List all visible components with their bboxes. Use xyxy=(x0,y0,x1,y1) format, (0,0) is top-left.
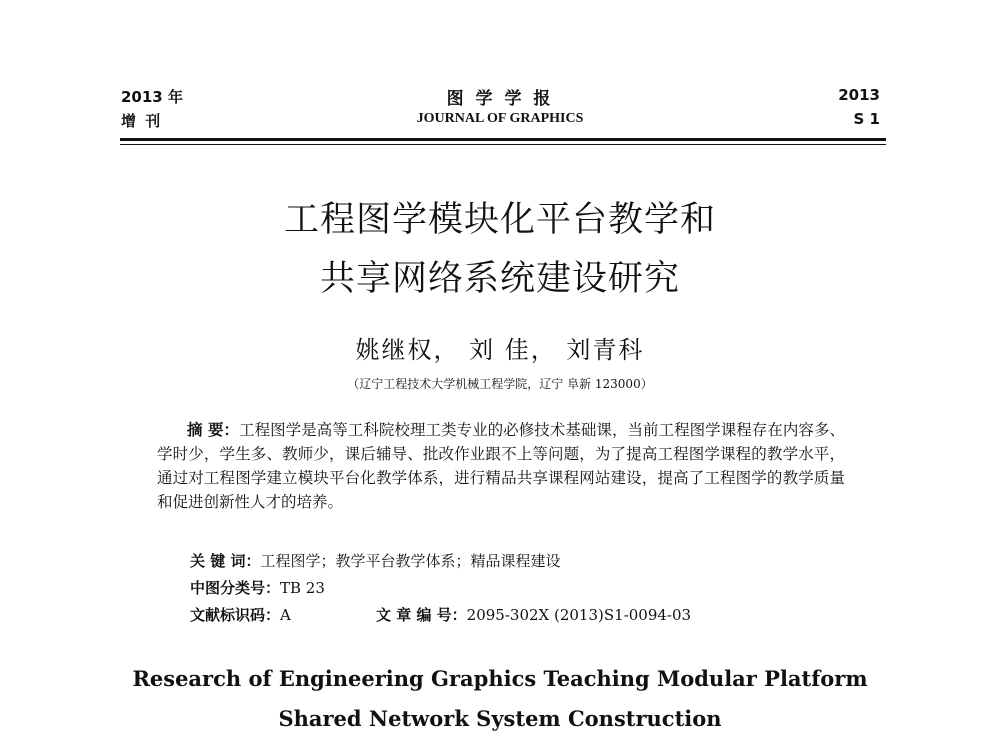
abstract xyxy=(157,418,845,514)
abstract-label: 摘 要： xyxy=(187,421,240,439)
clc-label: 中图分类号： xyxy=(190,579,281,597)
authors: 姚继权， 刘 佳， 刘青科 xyxy=(355,336,645,364)
article-no-label: 文 章 编 号： xyxy=(376,606,467,624)
paper-title-cn-line2: 共享网络系统建设研究 xyxy=(319,259,680,299)
keywords-label: 关 键 词： xyxy=(190,552,261,570)
keywords-value: 工程图学；教学平台教学体系；精品课程建设 xyxy=(260,552,561,570)
journal-title-cn: 图 学 学 报 xyxy=(446,89,554,109)
paper-title-cn-line1: 工程图学模块化平台教学和 xyxy=(283,200,716,240)
header-rule-thin xyxy=(120,144,886,145)
clc-number xyxy=(190,577,325,598)
affiliation: （辽宁工程技术大学机械工程学院，辽宁 阜新 123000） xyxy=(347,377,653,391)
article-no-value: 2095-302X (2013)S1-0094-03 xyxy=(466,606,692,624)
header-issue: S 1 xyxy=(853,110,880,128)
article-number xyxy=(376,604,691,625)
doc-code-label: 文献标识码： xyxy=(190,606,281,624)
header-year-right: 2013 xyxy=(838,86,880,104)
header-year: 2013 年 xyxy=(121,88,183,106)
header-rule-thick xyxy=(120,138,886,141)
header-supplement: 增 刊 xyxy=(121,112,163,130)
paper-title-en-line2: Shared Network System Construction xyxy=(278,706,722,731)
abstract-text: 工程图学是高等工科院校理工类专业的必修技术基础课，当前工程图学课程存在内容多、学时少，学生多、教师少，课后辅导、批改作业跟不上等问题，为了提高工程图学课程的教学水平，通过对工程图学建立模块平台化教学体系，进行精品共享课程网站建设，提高了工程图学的教学质量和促进创新性人才的培养。 xyxy=(157,421,845,511)
document-code xyxy=(190,604,291,625)
clc-value: TB 23 xyxy=(280,579,325,597)
keywords xyxy=(190,550,560,571)
paper-title-en-line1: Research of Engineering Graphics Teaching Modular Platform xyxy=(132,666,868,691)
doc-code-value: A xyxy=(280,606,291,624)
journal-title-en: JOURNAL OF GRAPHICS xyxy=(416,111,584,126)
